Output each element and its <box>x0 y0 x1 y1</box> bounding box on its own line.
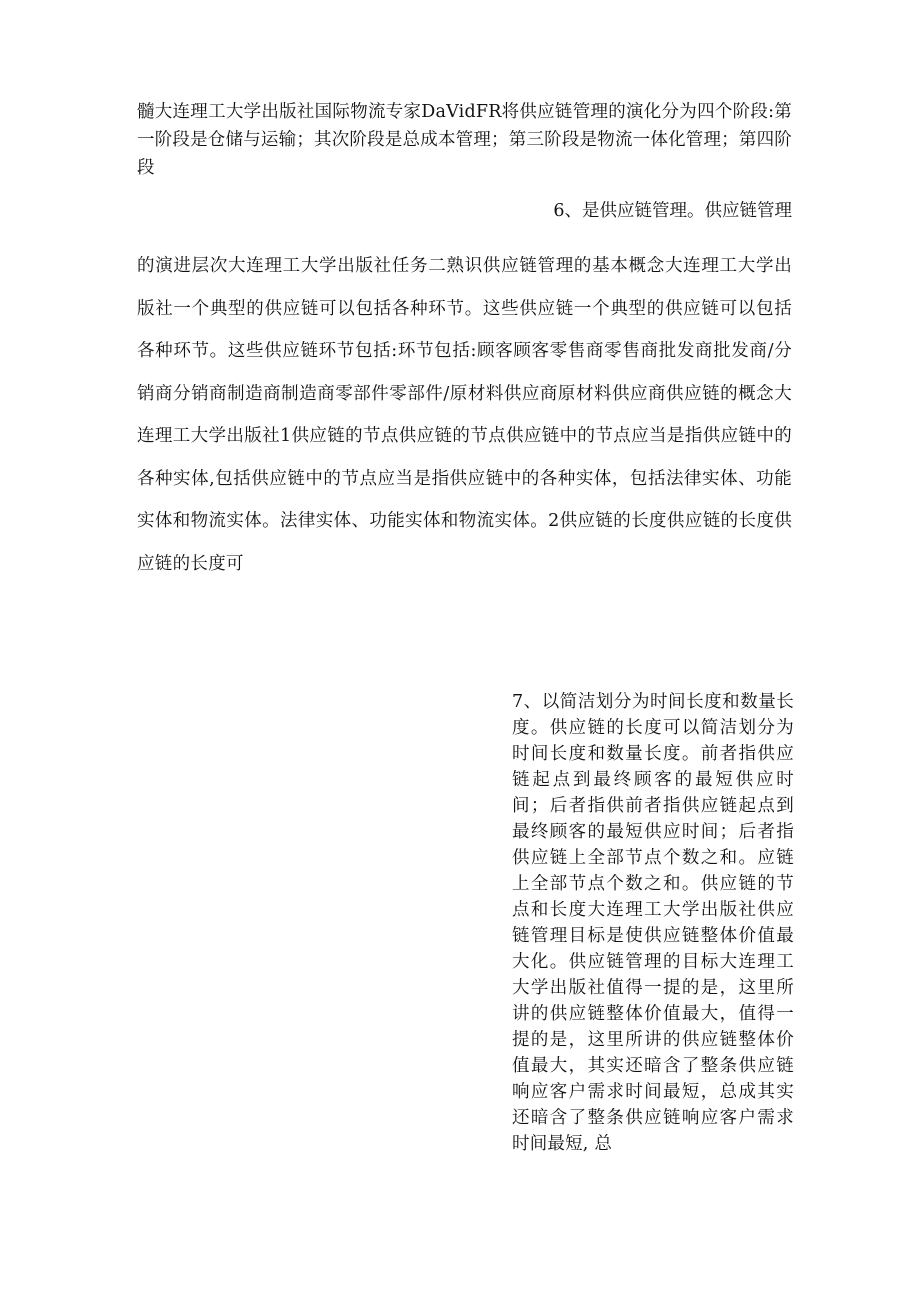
paragraph-6-heading: 6、是供应链管理。供应链管理 <box>553 201 792 221</box>
paragraph-7-column: 7、以简洁划分为时间长度和数量长度。供应链的长度可以简洁划分为时间长度和数量长度。前者指供应链起点到最终顾客的最短供应时间；后者指供前者指供应链起点到最终顾客的最短供应时间；后者指供应链上全部节点个数之和。应链上全部节点个数之和。供应链的节点和长度大连理工大学出版社供应链管理目标是使供应链整体价值最大化。供应链管理的目标大连理工大学出版社值得一提的是，这里所讲的供应链整体价值最大，值得一提的是，这里所讲的供应链整体价值最大，其实还暗含了整条供应链响应客户需求时间最短，总成其实还暗含了整条供应链响应客户需求时间最短, 总 <box>512 692 794 1154</box>
paragraph-intro: 髓大连理工大学出版社国际物流专家DaVidFR将供应链管理的演化分为四个阶段:第一阶段是仓储与运输；其次阶段是总成本管理；第三阶段是物流一体化管理；第四阶段 <box>137 102 792 178</box>
paragraph-6-body: 的演进层次大连理工大学出版社任务二熟识供应链管理的基本概念大连理工大学出版社一个典型的供应链可以包括各种环节。这些供应链一个典型的供应链可以包括各种环节。这些供应链环节包括:环节包括:顾客顾客零售商零售商批发商批发商/分销商分销商制造商制造商零部件零部件/原材料供应商原材料供应商供应链的概念大连理工大学出版社1供应链的节点供应链的节点供应链中的节点应当是指供应链中的各种实体,包括供应链中的节点应当是指供应链中的各种实体，包括法律实体、功能实体和物流实体。法律实体、功能实体和物流实体。2供应链的长度供应链的长度供应链的长度可 <box>137 256 792 574</box>
